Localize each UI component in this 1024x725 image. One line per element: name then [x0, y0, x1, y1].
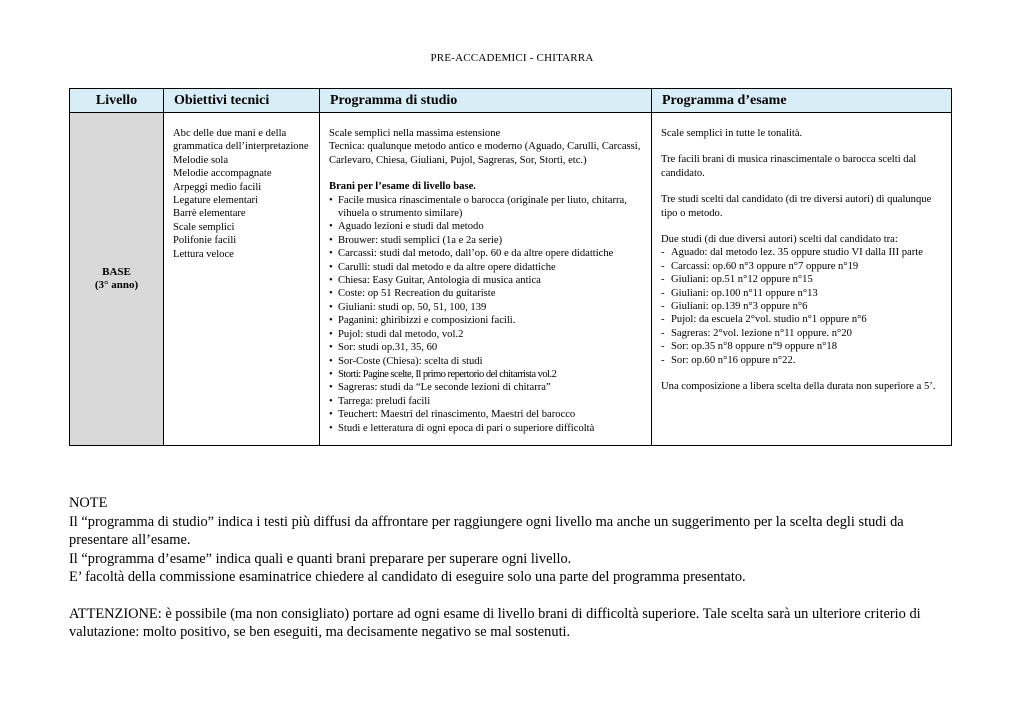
study-list: [329, 194, 643, 435]
exam-renaissance: Tre facili brani di musica rinascimentale o barocca scelti dal candidato.: [661, 154, 917, 179]
list-item: • Aguado lezioni e studi dal metodo: [329, 220, 643, 233]
objective-item: Legature elementari: [173, 195, 258, 207]
notes-section: [69, 494, 951, 642]
list-item: • Sor: studi op.31, 35, 60: [329, 341, 643, 354]
list-item: - Pujol: da escuela 2°vol. studio n°1 oppure n°6: [661, 313, 943, 326]
header-programma-esame: Programma d’esame: [652, 89, 952, 113]
list-item: - Giuliani: op.139 n°3 oppure n°6: [661, 300, 943, 313]
list-item: • Storti: Pagine scelte, Il primo repertorio del chitarrista vol.2: [329, 368, 643, 381]
list-item: • Chiesa: Easy Guitar, Antologia di musica antica: [329, 274, 643, 287]
objective-item: Melodie accompagnate: [173, 168, 272, 180]
table-row: [70, 113, 952, 446]
study-exam-heading: Brani per l’esame di livello base.: [329, 181, 476, 193]
objectives-cell: [164, 113, 320, 446]
objective-item: Arpeggi medio facili: [173, 181, 262, 193]
level-year: (3° anno): [94, 278, 139, 291]
list-item: • Sor-Coste (Chiesa): scelta di studi: [329, 355, 643, 368]
list-item: • Paganini: ghiribizzi e composizioni facili.: [329, 314, 643, 327]
note-line: Il “programma d’esame” indica quali e quanti brani preparare per superare ogni livello.: [69, 550, 572, 567]
study-intro-technique: Tecnica: qualunque metodo antico e moderno (Aguado, Carulli, Carcassi, Carlevaro, Chiesa, Giuliani, Pujol, Sagreras, Sor, Storti, etc.): [329, 141, 641, 166]
list-item: • Carcassi: studi dal metodo, dall’op. 60 e da altre opere didattiche: [329, 247, 643, 260]
exam-list: [661, 246, 943, 367]
objective-item: Scale semplici: [173, 221, 235, 233]
list-item: • Studi e letteratura di ogni epoca di pari o superiore difficoltà: [329, 422, 643, 435]
list-item: - Giuliani: op.51 n°12 oppure n°15: [661, 273, 943, 286]
header-obiettivi: Obiettivi tecnici: [164, 89, 320, 113]
notes-heading: NOTE: [69, 495, 108, 511]
list-item: - Carcassi: op.60 n°3 oppure n°7 oppure n°19: [661, 260, 943, 273]
list-item: • Brouwer: studi semplici (1a e 2a serie): [329, 234, 643, 247]
exam-free-composition: Una composizione a libera scelta della durata non superiore a 5’.: [661, 381, 936, 393]
exam-program-cell: [652, 113, 952, 446]
list-item: • Pujol: studi dal metodo, vol.2: [329, 328, 643, 341]
level-name: BASE: [102, 265, 131, 278]
study-program-cell: [320, 113, 652, 446]
exam-scales: Scale semplici in tutte le tonalità.: [661, 128, 803, 139]
list-item: • Giuliani: studi op. 50, 51, 100, 139: [329, 301, 643, 314]
exam-two-studies-intro: Due studi (di due diversi autori) scelti dal candidato tra:: [661, 234, 898, 246]
list-item: • Carulli: studi dal metodo e da altre opere didattiche: [329, 261, 643, 274]
page-title: PRE-ACCADEMICI - CHITARRA: [430, 52, 594, 64]
objective-item: Lettura veloce: [173, 248, 234, 260]
note-line: Il “programma di studio” indica i testi più diffusi da affrontare per raggiungere ogni livello ma anche un suggerimento per la scelta degli studi da presentare all’esame.: [69, 513, 904, 548]
attention-note: ATTENZIONE: è possibile (ma non consigliato) portare ad ogni esame di livello brani di difficoltà superiore. Tale scelta sarà un ulteriore criterio di valutazione: molto positivo, se ben eseguiti, ma decisamente negativo se mal sostenuti.: [69, 605, 921, 640]
header-livello: Livello: [70, 89, 164, 113]
list-item: • Coste: op 51 Recreation du guitariste: [329, 287, 643, 300]
header-programma-studio: Programma di studio: [320, 89, 652, 113]
program-table: [69, 88, 952, 446]
objective-item: Abc delle due mani e della grammatica dell’interpretazione: [173, 128, 309, 153]
list-item: • Facile musica rinascimentale o barocca (originale per liuto, chitarra, vihuela o strumento similare): [329, 194, 643, 221]
list-item: - Sor: op.60 n°16 oppure n°22.: [661, 354, 943, 367]
list-item: • Sagreras: studi da “Le seconde lezioni di chitarra”: [329, 381, 643, 394]
list-item: - Giuliani: op.100 n°11 oppure n°13: [661, 287, 943, 300]
objective-item: Barrè elementare: [173, 208, 246, 220]
list-item: • Teuchert: Maestri del rinascimento, Maestri del barocco: [329, 408, 643, 421]
list-item: - Sor: op.35 n°8 oppure n°9 oppure n°18: [661, 340, 943, 353]
list-item: • Tarrega: preludi facili: [329, 395, 643, 408]
level-cell: [70, 113, 164, 446]
objective-item: Melodie sola: [173, 154, 229, 166]
list-item: - Aguado: dal metodo lez. 35 oppure studio VI dalla III parte: [661, 246, 943, 259]
note-line: E’ facoltà della commissione esaminatrice chiedere al candidato di eseguire solo una parte del programma presentato.: [69, 569, 746, 585]
list-item: - Sagreras: 2°vol. lezione n°11 oppure. n°20: [661, 327, 943, 340]
objective-item: Polifonie facili: [173, 235, 237, 247]
study-intro-scales: Scale semplici nella massima estensione: [329, 128, 501, 139]
exam-three-studies: Tre studi scelti dal candidato (di tre diversi autori) di qualunque tipo o metodo.: [661, 194, 932, 219]
table-header-row: [70, 89, 952, 113]
